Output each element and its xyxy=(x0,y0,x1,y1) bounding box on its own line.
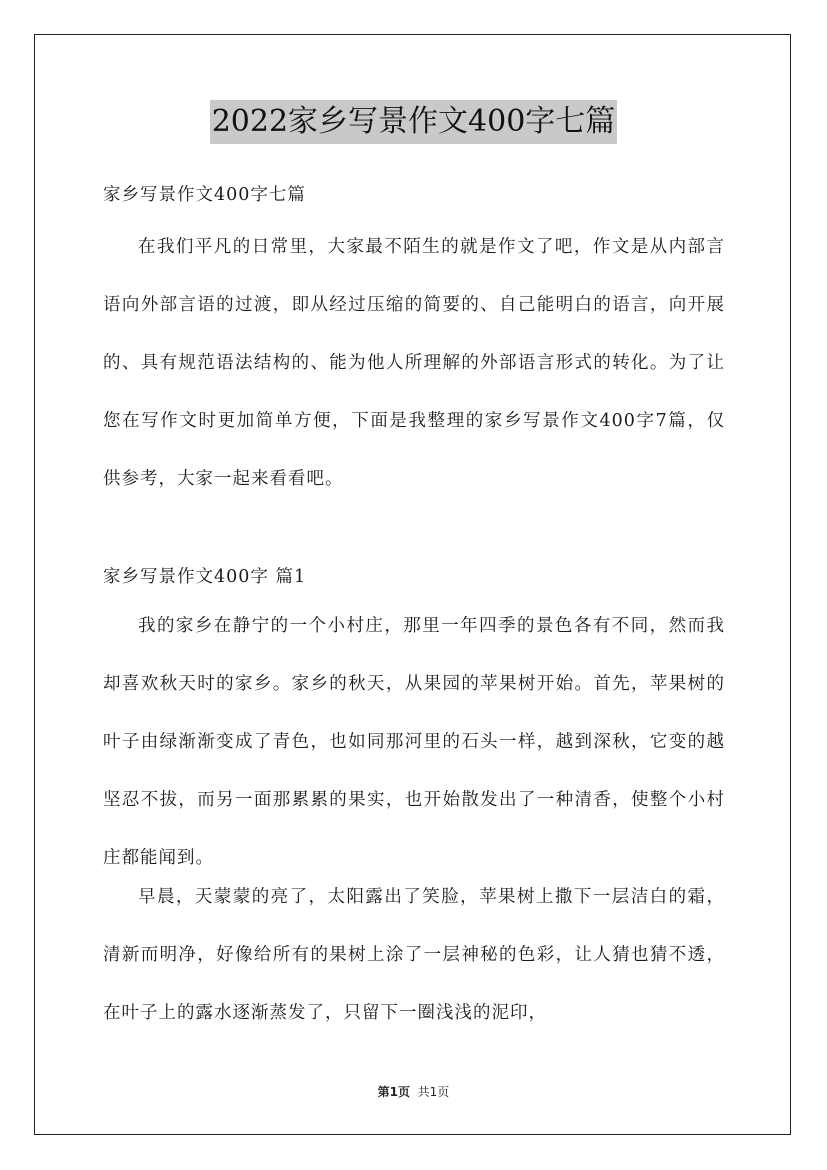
page-number: 第1页 xyxy=(377,1085,411,1099)
section-1-paragraph-1: 我的家乡在静宁的一个小村庄，那里一年四季的景色各有不同，然而我却喜欢秋天时的家乡。家乡的秋天，从果园的苹果树开始。首先，苹果树的叶子由绿渐渐变成了青色，也如同那河里的石头一样，越到深秋，它变的越坚忍不拔，而另一面那累累的果实，也开始散发出了一种清香，使整个小村庄都能闻到。 xyxy=(103,616,725,868)
document-title: 2022家乡写景作文400字七篇 xyxy=(210,100,618,144)
document-subtitle: 家乡写景作文400字七篇 xyxy=(103,185,306,205)
title-wrap xyxy=(0,100,827,144)
page-footer xyxy=(0,1083,827,1100)
page-total: 共1页 xyxy=(417,1085,450,1099)
intro-paragraph: 在我们平凡的日常里，大家最不陌生的就是作文了吧，作文是从内部言语向外部言语的过渡，即从经过压缩的简要的、自己能明白的语言，向开展的、具有规范语法结构的、能为他人所理解的外部语言形式的转化。为了让您在写作文时更加简单方便，下面是我整理的家乡写景作文400字7篇，仅供参考，大家一起来看看吧。 xyxy=(103,237,725,489)
section-1-heading: 家乡写景作文400字 篇1 xyxy=(103,567,307,587)
section-1-paragraph-2: 早晨，天蒙蒙的亮了，太阳露出了笑脸，苹果树上撒下一层洁白的霜，清新而明净，好像给所有的果树上涂了一层神秘的色彩，让人猜也猜不透，在叶子上的露水逐渐蒸发了，只留下一圈浅浅的泥印， xyxy=(103,887,725,1023)
